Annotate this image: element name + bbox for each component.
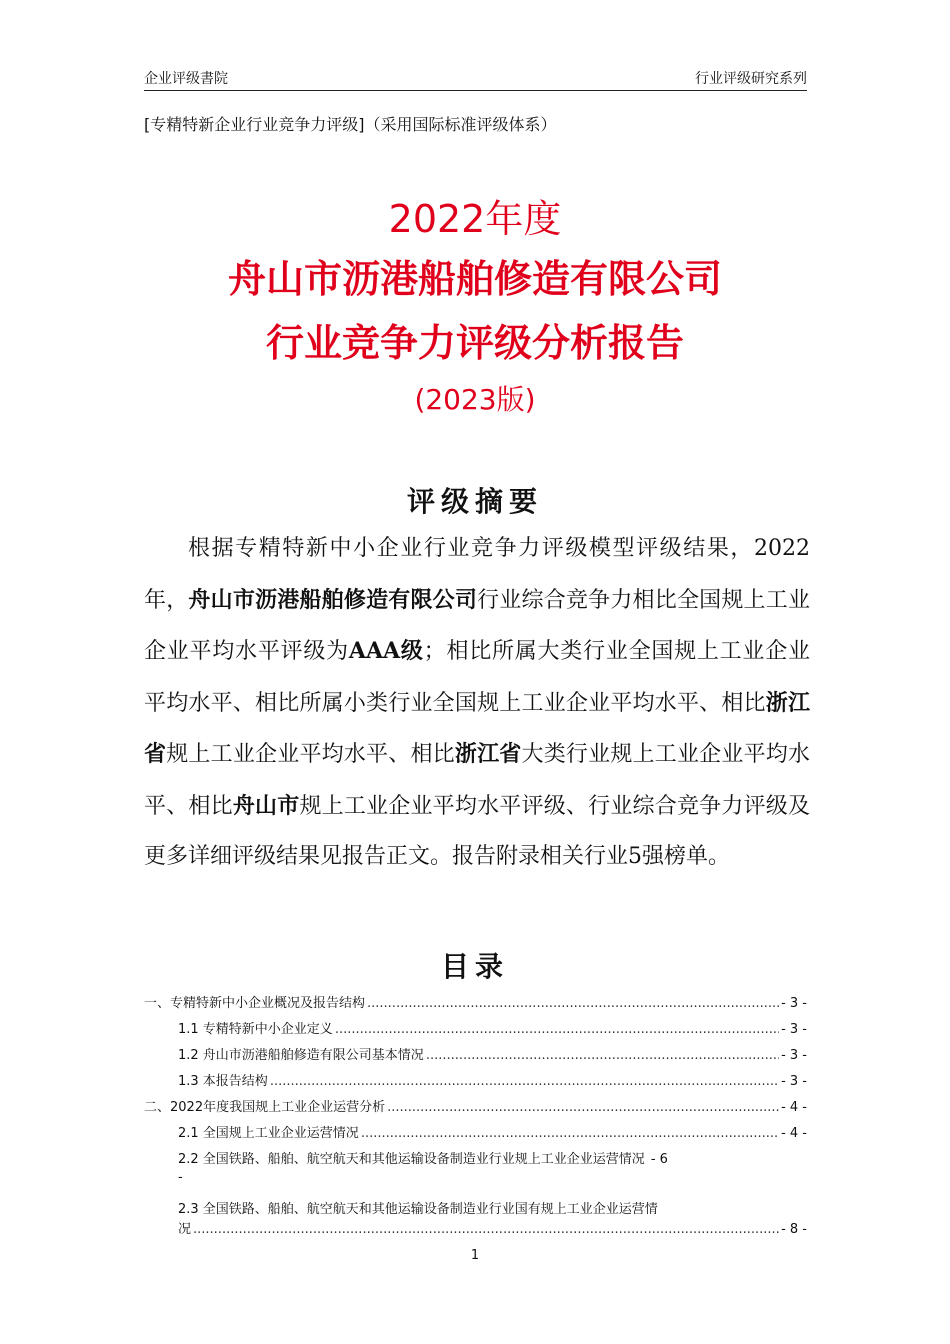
toc-leader — [426, 1048, 779, 1063]
toc-entry-text: 2.2 全国铁路、船舶、航空航天和其他运输设备制造业行业规上工业企业运营情况 — [178, 1152, 645, 1167]
title-company: 舟山市沥港船舶修造有限公司 — [227, 257, 722, 301]
toc-entry-page: - 4 - — [781, 1100, 807, 1115]
abstract-province-1: 浙江省 — [144, 689, 810, 767]
toc-entry[interactable] — [144, 1148, 807, 1167]
toc-leader — [270, 1074, 779, 1089]
toc-entry[interactable] — [144, 1096, 807, 1115]
abstract-text-1: 根据专精特新中小企业行业竞争力评级模型评级结果，2022年， — [144, 536, 810, 613]
toc-entry-page: - 8 - — [781, 1222, 807, 1237]
toc-entry-text: 况 — [178, 1222, 192, 1237]
toc-leader — [367, 996, 779, 1011]
page-number: 1 — [470, 1248, 480, 1263]
abstract-heading: 评级摘要 — [406, 485, 543, 518]
abstract-city: 舟山市 — [232, 792, 300, 819]
toc-entry[interactable] — [144, 1122, 807, 1141]
abstract-text-3: ；相比所属大类行业全国规上工业企业平均水平、相比所属小类行业全国规上工业企业平均水平、相比 — [144, 639, 810, 716]
toc-entry-page: - 4 - — [781, 1126, 807, 1141]
toc-entry-text: 二、2022年度我国规上工业企业运营分析 — [144, 1100, 386, 1115]
title-report: 行业竞争力评级分析报告 — [265, 321, 684, 365]
toc-entry-page: - 6 — [650, 1152, 668, 1167]
toc-leader — [387, 1100, 779, 1115]
toc-leader — [361, 1126, 779, 1141]
toc-entry-page: - 3 - — [781, 996, 807, 1011]
header-right-text: 行业评级研究系列 — [695, 71, 807, 87]
toc-heading: 目录 — [440, 950, 509, 983]
abstract-grade: AAA级 — [348, 638, 424, 664]
abstract-text-6: 规上工业企业平均水平评级、行业综合竞争力评级及更多详细评级结果见报告正文。报告附录相关行业5强榜单。 — [144, 793, 810, 869]
toc-entry[interactable] — [144, 992, 807, 1011]
toc-entry[interactable] — [144, 1070, 807, 1089]
abstract-text-5: 大类行业规上工业企业平均水平、相比 — [144, 742, 810, 819]
toc-entry-text: 2.3 全国铁路、船舶、航空航天和其他运输设备制造业行业国有规上工业企业运营情 — [178, 1202, 658, 1217]
toc-entry-text: 1.2 舟山市沥港船舶修造有限公司基本情况 — [178, 1048, 424, 1063]
title-year: 2022年度 — [388, 197, 562, 241]
toc-leader — [193, 1222, 779, 1237]
toc-entry[interactable] — [144, 1198, 807, 1217]
abstract-company: 舟山市沥港船舶修造有限公司 — [188, 586, 478, 613]
toc-entry-page: - 3 - — [781, 1074, 807, 1089]
title-edition: (2023版) — [414, 383, 536, 416]
toc-entry-text: 一、专精特新中小企业概况及报告结构 — [144, 996, 366, 1011]
toc-entry[interactable] — [144, 1044, 807, 1063]
toc-entry[interactable] — [144, 1018, 807, 1037]
toc-entry-text: 2.1 全国规上工业企业运营情况 — [178, 1126, 359, 1141]
abstract-text-4: 规上工业企业平均水平、相比 — [166, 742, 455, 767]
toc-leader — [335, 1022, 779, 1037]
header-left-text: 企业评级書院 — [144, 71, 228, 87]
toc-entry-continuation: - — [178, 1170, 183, 1185]
page-header — [144, 66, 807, 91]
toc-entry-text: 1.1 专精特新中小企业定义 — [178, 1022, 333, 1037]
toc-entry-text: 1.3 本报告结构 — [178, 1074, 268, 1089]
toc-entry-continuation-row — [178, 1218, 807, 1237]
report-category-tag: [专精特新企业行业竞争力评级]（采用国际标准评级体系） — [144, 115, 557, 134]
abstract-paragraph — [144, 524, 810, 883]
abstract-text-2: 行业综合竞争力相比全国规上工业企业平均水平评级为 — [144, 587, 810, 664]
toc-entry-page: - 3 - — [781, 1022, 807, 1037]
abstract-province-2: 浙江省 — [454, 741, 522, 767]
toc-entry-page: - 3 - — [781, 1048, 807, 1063]
